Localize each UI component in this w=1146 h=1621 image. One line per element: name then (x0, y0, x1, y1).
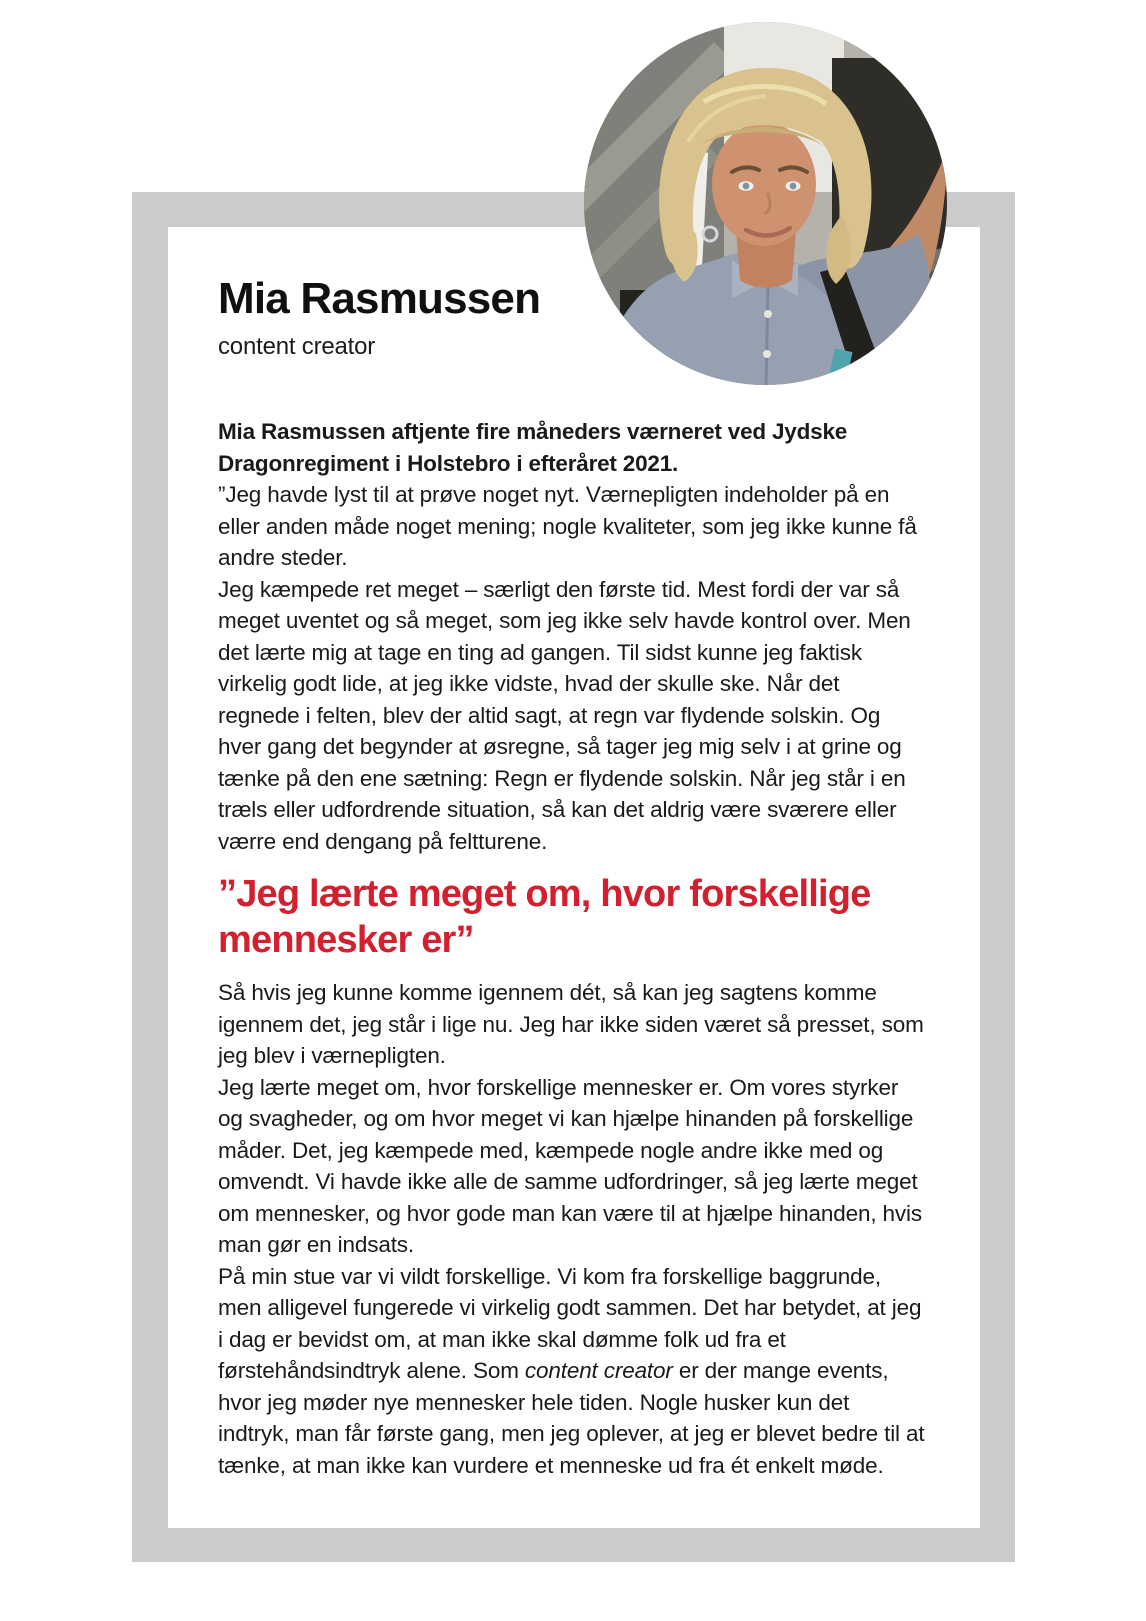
paragraph: ”Jeg havde lyst til at prøve noget nyt. Værnepligten indeholder på en eller anden måde noget mening; nogle kvaliteter, som jeg ikke kunne få andre steder. (218, 482, 917, 571)
paragraph-text: På min stue var vi vildt forskellige. Vi kom fra forskellige baggrunde, men alligevel fungerede vi virkelig godt sammen. Det har betydet, at jeg i dag er bevidst om, at man ikke skal dømme folk ud fra et førstehåndsindtryk alene. Som (218, 1263, 922, 1384)
lead-paragraph: Mia Rasmussen aftjente fire måneders værneret ved Jydske Dragonregiment i Holstebro i efteråret 2021. (218, 419, 848, 476)
content-card (168, 227, 980, 1528)
person-name: Mia Rasmussen (218, 274, 541, 323)
paragraph: Jeg lærte meget om, hvor forskellige mennesker er. Om vores styrker og svagheder, og om hvor meget vi kan hjælpe hinanden på forskellige måder. Det, jeg kæmpede med, kæmpede nogle andre ikke med og omvendt. Vi havde ikke alle de samme udfordringer, så jeg lærte meget om mennesker, og hvor gode man kan være til at hjælpe hinanden, hvis man gør en indsats. (218, 1074, 922, 1258)
paragraph: Jeg kæmpede ret meget – særligt den første tid. Mest fordi der var så meget uventet og så meget, som jeg ikke selv havde kontrol over. Men det lærte mig at tage en ting ad gangen. Til sidst kunne jeg faktisk virkelig godt lide, at jeg ikke vidste, hvad der skulle ske. Når det regnede i felten, blev der altid sagt, at regn var flydende solskin. Og hver gang det begynder at øsregne, så tager jeg mig selv i at grine og tænke på den ene sætning: Regn er flydende solskin. Når jeg står i en træls eller udfordrende situation, så kan det aldrig være sværere eller værre end dengang på feltturene. (218, 576, 911, 854)
portrait-illustration (584, 22, 947, 385)
profile-photo (584, 22, 947, 385)
paragraph (218, 1261, 926, 1482)
person-role: content creator (218, 333, 376, 360)
pull-quote-heading: ”Jeg lærte meget om, hvor forskellige mennesker er” (218, 873, 871, 962)
paragraph: Så hvis jeg kunne komme igennem dét, så kan jeg sagtens komme igennem det, jeg står i lige nu. Jeg har ikke siden været så presset, som jeg blev i værnepligten. (218, 980, 924, 1069)
paragraph-text: er der mange events, hvor jeg møder nye mennesker hele tiden. Nogle husker kun det indtryk, man får første gang, men jeg oplever, at jeg er blevet bedre til at tænke, at man ikke kan vurdere et menneske ud fra ét enkelt møde. (218, 1358, 925, 1478)
article-body (218, 416, 926, 1481)
italic-term: content creator (524, 1358, 673, 1384)
